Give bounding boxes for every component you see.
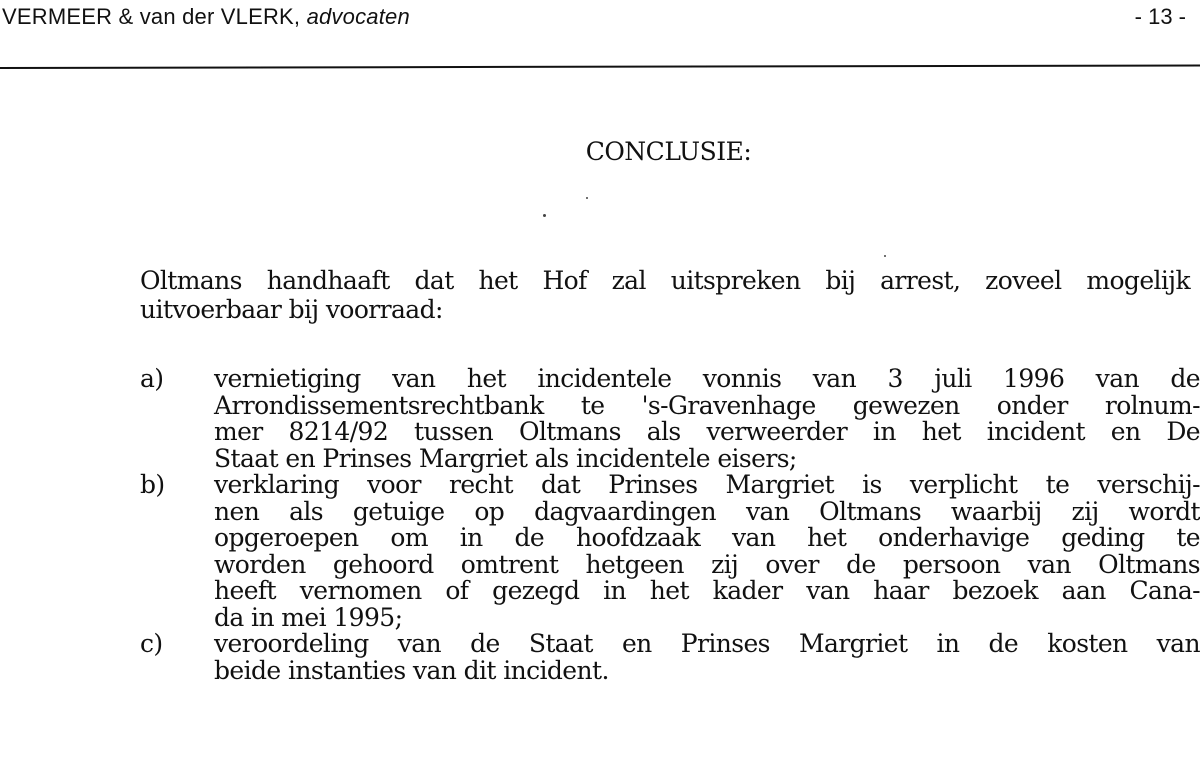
item-line: beide instanties van dit incident. [214, 655, 609, 685]
intro-line: Oltmans handhaaft dat het Hof zal uitspreken bij arrest, zoveel mogelijk [140, 266, 1190, 295]
item-line: mer 8214/92 tussen Oltmans als verweerder in het incident en De [214, 417, 1200, 446]
firm-name [2, 4, 410, 30]
item-line: verklaring voor recht dat Prinses Margriet is verplicht te verschij- [214, 470, 1200, 499]
item-line: vernietiging van het incidentele vonnis van 3 juli 1996 van de [214, 364, 1200, 393]
item-line: Arrondissementsrechtbank te 's-Gravenhage gewezen onder rolnum- [214, 390, 1200, 420]
item-line: Staat en Prinses Margriet als incidentele eisers; [214, 443, 797, 473]
header-divider [0, 64, 1200, 69]
item-line: veroordeling van de Staat en Prinses Margriet in de kosten van [214, 629, 1200, 658]
list-marker: a) [140, 364, 164, 393]
claims-list [140, 366, 1200, 684]
list-item [140, 631, 1200, 684]
page-number: - 13 - [1134, 4, 1186, 29]
scan-speck [884, 255, 886, 257]
intro-paragraph [140, 266, 1190, 324]
item-line: worden gehoord omtrent hetgeen zij over de persoon van Oltmans [214, 549, 1200, 579]
item-line: nen als getuige op dagvaardingen van Oltmans waarbij zij wordt [214, 496, 1200, 526]
intro-line: uitvoerbaar bij voorraad: [140, 295, 443, 324]
item-line: opgeroepen om in de hoofdzaak van het onderhavige geding te [214, 523, 1200, 552]
firm-suffix: advocaten [306, 4, 410, 29]
item-line: da in mei 1995; [214, 602, 403, 632]
list-item [140, 472, 1200, 631]
scan-speck [543, 214, 546, 217]
scan-speck [586, 197, 588, 199]
list-marker: b) [140, 470, 165, 499]
section-heading: CONCLUSIE: [585, 137, 752, 166]
page-header [0, 0, 1200, 40]
firm-name-text: VERMEER & van der VLERK, [2, 4, 301, 29]
list-marker: c) [140, 629, 163, 658]
list-item [140, 366, 1200, 472]
item-line: heeft vernomen of gezegd in het kader van haar bezoek aan Cana- [214, 576, 1200, 605]
